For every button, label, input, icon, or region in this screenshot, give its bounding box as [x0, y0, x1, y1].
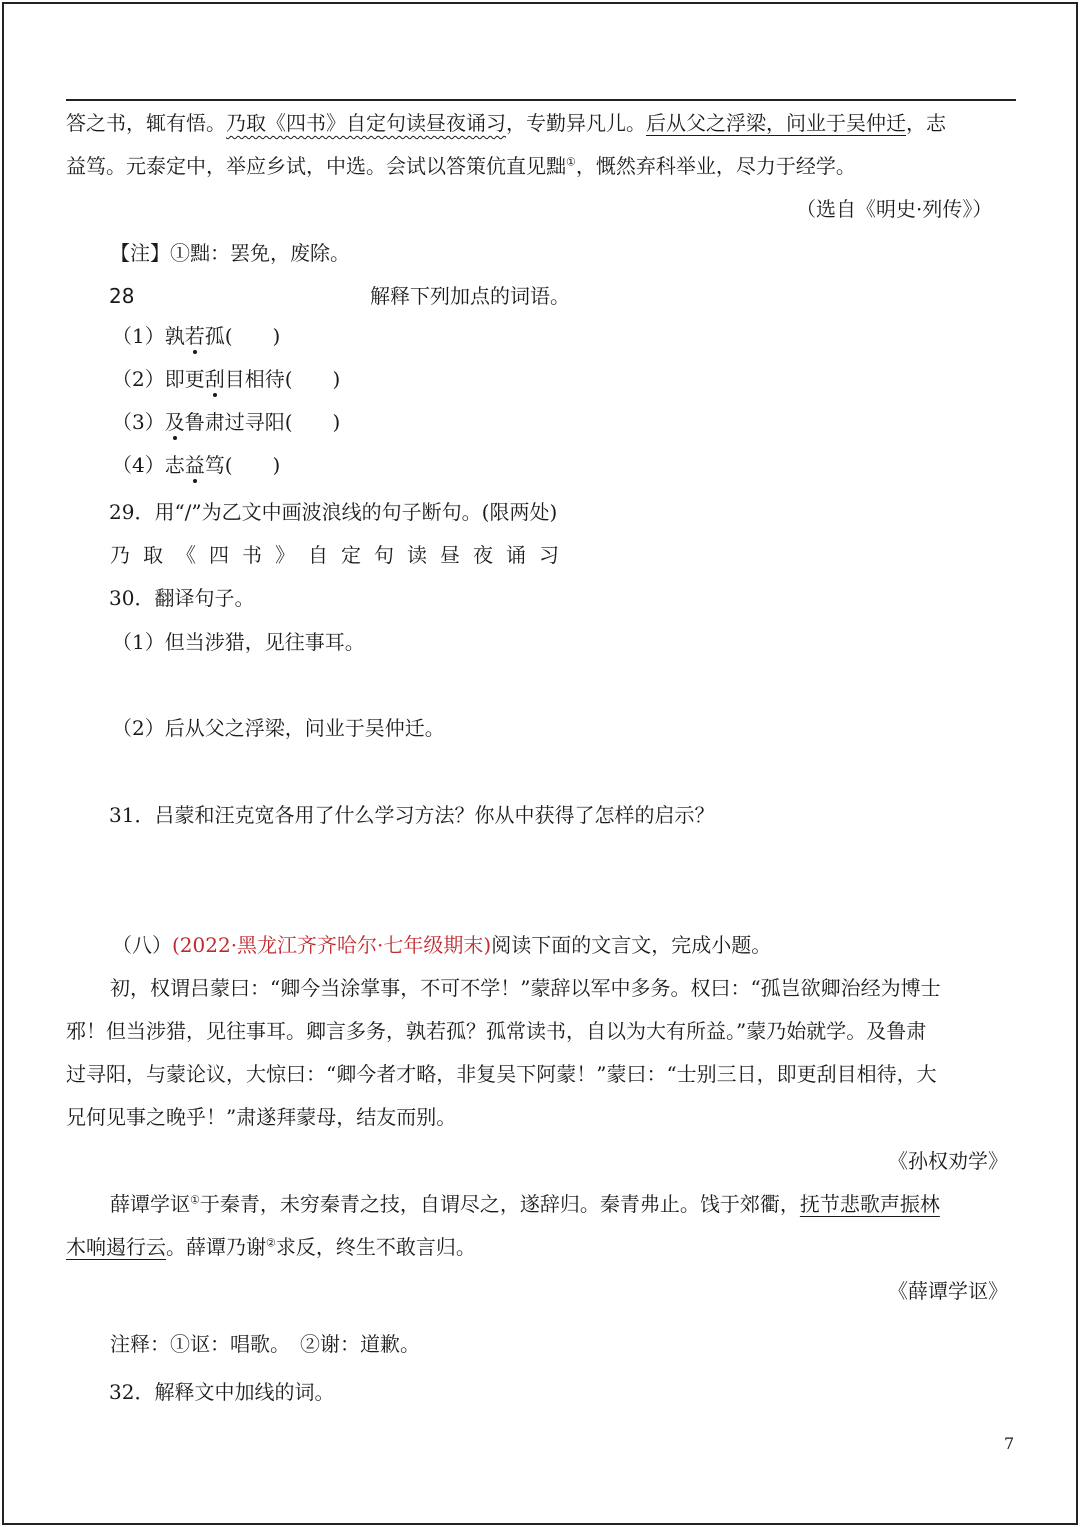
passage-line-2: [66, 152, 856, 180]
text-segment: 答之书，辄有悟。: [66, 111, 226, 135]
question-28-item-4: [112, 451, 280, 479]
text-segment: 求反，终生不敢言归。: [275, 1235, 476, 1259]
footnote-marker: ①: [566, 155, 576, 169]
passage-b-source: 《薛谭学讴》: [888, 1279, 1008, 1303]
passage-note: 【注】①黜：罢免，废除。: [110, 241, 350, 265]
emphasis-dotted-char: 刮: [204, 367, 225, 391]
section-8-heading: [112, 931, 771, 959]
question-28-title: 解释下列加点的词语。: [370, 284, 570, 308]
question-30-item-2: （2）后从父之浮梁，问业于吴仲迁。: [112, 716, 445, 740]
passage-line-1: [66, 109, 946, 137]
question-30-title: 30．翻译句子。: [109, 586, 255, 610]
item-text: 孤( ): [204, 324, 281, 348]
question-31-title: 31．吕蒙和汪克宽各用了什么学习方法？你从中获得了怎样的启示？: [109, 803, 715, 827]
item-text: （1）孰: [112, 324, 185, 348]
passage-a-line-3: 过寻阳，与蒙论议，大惊曰：“卿今者才略，非复吴下阿蒙！”蒙曰：“士别三日，即更刮目相待，大: [66, 1062, 937, 1086]
item-text: 笃( ): [204, 453, 281, 477]
text-segment: 于秦青，未穷秦青之技，自谓尽之，遂辞归。秦青弗止。饯于郊衢，: [199, 1192, 800, 1216]
passage-b-line-2: [66, 1233, 476, 1261]
item-text: （4）志: [112, 453, 185, 477]
text-segment: ，志: [906, 111, 946, 135]
text-segment: ，专勤异凡儿。: [506, 111, 646, 135]
item-text: （2）即更: [112, 367, 205, 391]
text-segment: 。薛谭乃谢: [166, 1235, 266, 1259]
underlined-sentence: 后从父之浮梁，问业于吴仲迁: [646, 111, 906, 135]
passage-a-line-2: 邪！但当涉猎，见往事耳。卿言多务，孰若孤？孤常读书，自以为大有所益。”蒙乃始就学。及鲁肃: [66, 1019, 927, 1043]
question-32-title: 32．解释文中加线的词。: [109, 1380, 335, 1404]
question-30-item-1: （1）但当涉猎，见往事耳。: [112, 630, 365, 654]
question-28-item-3: [112, 408, 340, 436]
passage-a-line-4: 兄何见事之晚乎！”肃遂拜蒙母，结友而别。: [66, 1105, 457, 1129]
section-label: （八）: [112, 933, 172, 957]
emphasis-dotted-char: 若: [184, 324, 205, 348]
footnote-marker: ①: [190, 1193, 200, 1207]
passage-source: （选自《明史·列传》）: [796, 197, 993, 221]
emphasis-dotted-char: 及: [164, 410, 185, 434]
passage-a-line-1: 初，权谓吕蒙曰：“卿今当涂掌事，不可不学！”蒙辞以军中多务。权曰：“孤岂欲卿治经为博士: [110, 976, 941, 1000]
question-28-number: 28: [109, 284, 135, 308]
exam-source-tag: (2022·黑龙江齐齐哈尔·七年级期末): [172, 933, 492, 957]
text-segment: 薛谭学讴: [110, 1192, 190, 1216]
page-number: 7: [1004, 1434, 1015, 1453]
underlined-sentence: 木响遏行云: [66, 1235, 166, 1259]
item-text: （3）: [112, 410, 165, 434]
item-text: 目相待( ): [224, 367, 341, 391]
passage-a-source: 《孙权劝学》: [888, 1149, 1008, 1173]
section-instruction: 阅读下面的文言文，完成小题。: [491, 933, 772, 957]
passage-b-notes: 注释：①讴：唱歌。 ②谢：道歉。: [110, 1332, 420, 1356]
item-text: 鲁肃过寻阳( ): [184, 410, 341, 434]
question-28-item-2: [112, 365, 340, 393]
underlined-sentence: 抚节悲歌声振林: [799, 1192, 940, 1216]
question-29-title: 29．用“/”为乙文中画波浪线的句子断句。(限两处): [109, 500, 558, 524]
question-29-sentence: 乃取《四书》自定句读昼夜诵习: [110, 543, 572, 567]
question-28-item-1: [112, 322, 280, 350]
text-segment: 益笃。元泰定中，举应乡试，中选。会试以答策伉直见黜: [66, 154, 566, 178]
emphasis-dotted-char: 益: [184, 453, 205, 477]
header-rule: [66, 99, 1016, 101]
footnote-marker: ②: [266, 1236, 276, 1250]
wavy-underlined-sentence: 乃取《四书》自定句读昼夜诵习: [226, 111, 506, 135]
passage-b-line-1: [110, 1190, 940, 1218]
text-segment: ，慨然弃科举业，尽力于经学。: [575, 154, 856, 178]
